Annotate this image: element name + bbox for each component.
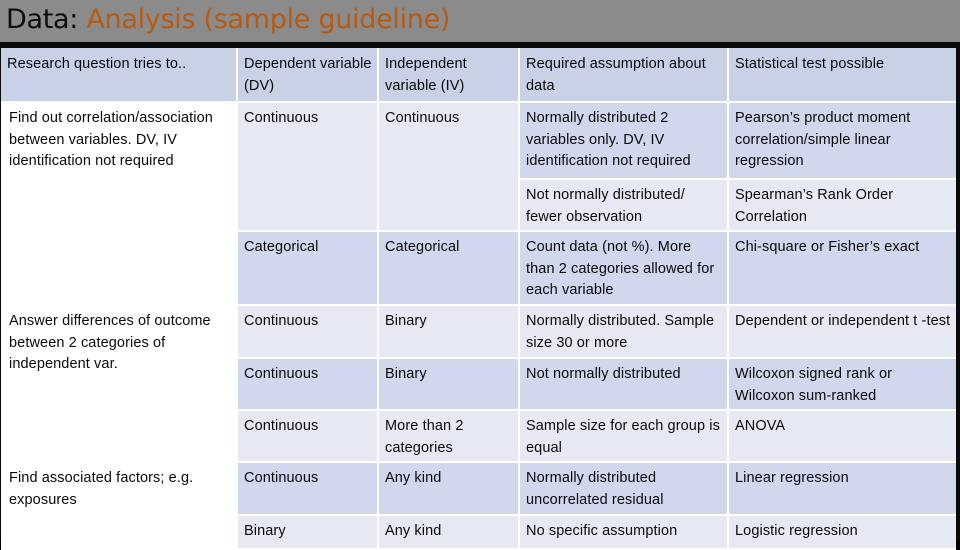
iv-cell: Binary (379, 306, 520, 359)
iv-cell: Continuous (379, 103, 520, 232)
table-row (1, 103, 956, 180)
table-row (1, 463, 956, 516)
header-cell-question: Research question tries to.. (1, 48, 238, 103)
test-cell: ANOVA (729, 411, 956, 463)
iv-cell: Binary (379, 359, 520, 411)
dv-cell: Continuous (238, 359, 379, 411)
table-header-row (1, 48, 956, 103)
slide-title (6, 2, 450, 38)
test-cell: Spearman’s Rank Order Correlation (729, 180, 956, 232)
iv-cell: More than 2 categories (379, 411, 520, 463)
header-cell-test: Statistical test possible (729, 48, 956, 103)
test-cell: Chi-square or Fisher’s exact (729, 232, 956, 306)
iv-cell: Any kind (379, 463, 520, 516)
header-cell-assumption: Required assumption about data (520, 48, 729, 103)
title-bar (0, 0, 960, 42)
dv-cell: Continuous (238, 411, 379, 463)
assumption-cell: Count data (not %). More than 2 categories allowed for each variable (520, 232, 729, 306)
header-cell-dv: Dependent variable (DV) (238, 48, 379, 103)
test-cell: Pearson’s product moment correlation/simple linear regression (729, 103, 956, 180)
assumption-cell: Sample size for each group is equal (520, 411, 729, 463)
assumption-cell: Not normally distributed/ fewer observation (520, 180, 729, 232)
table-row (1, 306, 956, 359)
analysis-guideline-table (1, 48, 956, 550)
test-cell: Logistic regression (729, 516, 956, 550)
iv-cell: Categorical (379, 232, 520, 306)
assumption-cell: Normally distributed. Sample size 30 or more (520, 306, 729, 359)
question-cell: Answer differences of outcome between 2 categories of independent var. (1, 306, 238, 463)
question-cell: Find out correlation/association between variables. DV, IV identification not required (1, 103, 238, 306)
dv-cell: Categorical (238, 232, 379, 306)
iv-cell: Any kind (379, 516, 520, 550)
test-cell: Linear regression (729, 463, 956, 516)
question-cell: Find associated factors; e.g. exposures (1, 463, 238, 550)
dv-cell: Continuous (238, 306, 379, 359)
title-prefix: Data: (6, 4, 79, 35)
test-cell: Dependent or independent t -test (729, 306, 956, 359)
assumption-cell: No specific assumption (520, 516, 729, 550)
dv-cell: Continuous (238, 463, 379, 516)
test-cell: Wilcoxon signed rank or Wilcoxon sum-ranked (729, 359, 956, 411)
dv-cell: Binary (238, 516, 379, 550)
assumption-cell: Not normally distributed (520, 359, 729, 411)
header-cell-iv: Independent variable (IV) (379, 48, 520, 103)
assumption-cell: Normally distributed uncorrelated residual (520, 463, 729, 516)
dv-cell: Continuous (238, 103, 379, 232)
title-highlight: Analysis (sample guideline) (86, 4, 451, 35)
assumption-cell: Normally distributed 2 variables only. DV, IV identification not required (520, 103, 729, 180)
